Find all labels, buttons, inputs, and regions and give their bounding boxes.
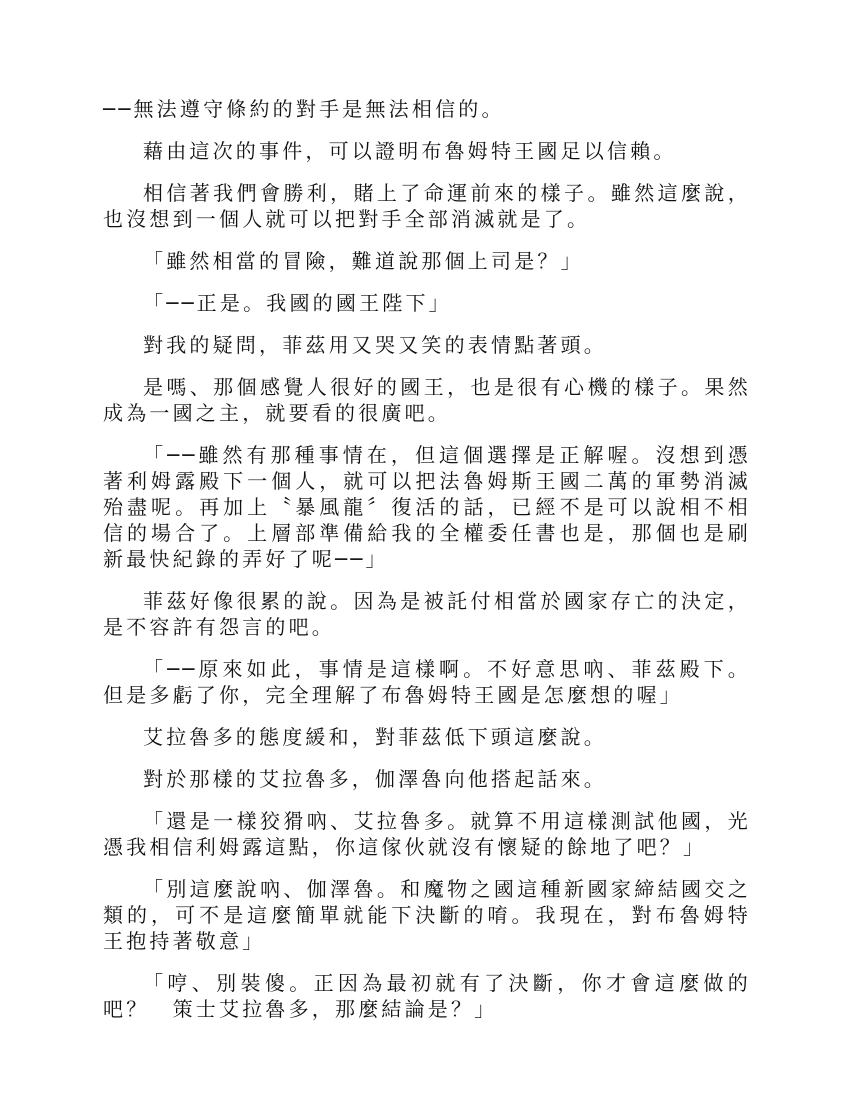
paragraph: 艾拉魯多的態度緩和，對菲茲低下頭這麼說。 [143, 725, 607, 749]
paragraph: 對我的疑問，菲茲用又哭又笑的表情點著頭。 [143, 333, 607, 357]
paragraph: 藉由這次的事件，可以證明布魯姆特王國足以信賴。 [143, 139, 677, 163]
dialogue-paragraph: 「哼、別裝傻。正因為最初就有了決斷，你才會這麼做的吧？ 策士艾拉魯多，那麼結論是？」 [103, 971, 751, 1021]
dialogue-paragraph: 「別這麼說吶、伽澤魯。和魔物之國這種新國家締結國交之類的，可不是這麼簡單就能下決斷的唷。我現在，對布魯姆特王抱持著敬意」 [103, 877, 751, 953]
document-page [103, 96, 751, 1038]
paragraph: 對於那樣的艾拉魯多，伽澤魯向他搭起話來。 [143, 767, 607, 791]
dialogue-paragraph: 「還是一樣狡猾吶、艾拉魯多。就算不用這樣測試他國，光憑我相信利姆露這點，你這傢伙就沒有懷疑的餘地了吧？」 [103, 809, 751, 859]
paragraph: 相信著我們會勝利，賭上了命運前來的樣子。雖然這麼說，也沒想到一個人就可以把對手全部消滅就是了。 [103, 181, 751, 231]
dialogue-paragraph: 「──原來如此，事情是這樣啊。不好意思吶、菲茲殿下。但是多虧了你，完全理解了布魯姆特王國是怎麼想的喔」 [103, 657, 751, 707]
paragraph: 是嗎、那個感覺人很好的國王，也是很有心機的樣子。果然成為一國之主，就要看的很廣吧。 [103, 375, 751, 425]
dialogue-paragraph: 「──雖然有那種事情在，但這個選擇是正解喔。沒想到憑著利姆露殿下一個人，就可以把法魯姆斯王國二萬的軍勢消滅殆盡呢。再加上〝暴風龍〞復活的話，已經不是可以說相不相信的場合了。上層部準備給我的全權委任書也是，那個也是刷新最快紀錄的弄好了呢──」 [103, 443, 751, 571]
dialogue-paragraph: 「雖然相當的冒險，難道說那個上司是？」 [143, 249, 584, 273]
paragraph: 菲茲好像很累的說。因為是被託付相當於國家存亡的決定，是不容許有怨言的吧。 [103, 589, 751, 639]
dialogue-paragraph: 「──正是。我國的國王陛下」 [143, 291, 452, 315]
paragraph: ──無法遵守條約的對手是無法相信的。 [103, 97, 505, 121]
